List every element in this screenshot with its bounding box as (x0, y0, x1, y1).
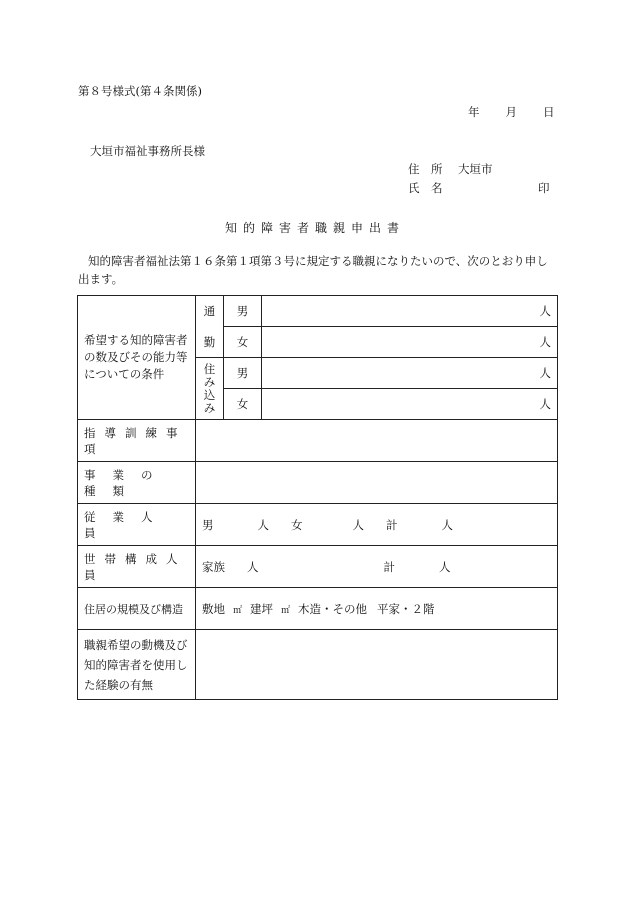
name-label: 氏 名 (408, 181, 443, 195)
household-family: 家族 (202, 559, 225, 574)
live-in-female-count[interactable]: 人 (262, 389, 558, 420)
date-line (468, 104, 555, 120)
employees-total: 計 (386, 517, 398, 532)
household-field[interactable] (196, 546, 558, 588)
employees-female: 女 (291, 517, 303, 532)
employees-male: 男 (202, 517, 214, 532)
employees-field[interactable] (196, 504, 558, 546)
live-in-male-count[interactable]: 人 (262, 358, 558, 389)
application-table (77, 295, 558, 700)
employees-total-unit: 人 (441, 517, 453, 532)
employees-male-unit: 人 (257, 517, 269, 532)
commute-label: 通 勤 (196, 296, 224, 358)
residence-label: 住居の規模及び構造 (78, 588, 196, 630)
residence-site: 敷地 (202, 601, 225, 616)
live-in-male-label: 男 (224, 358, 262, 389)
household-label: 世帯構成人員 (78, 546, 196, 588)
training-field[interactable] (196, 420, 558, 462)
residence-site-unit: ㎡ (233, 605, 243, 616)
commute-male-label: 男 (224, 296, 262, 327)
date-day: 日 (543, 105, 555, 119)
live-in-label: 住 み 込 み (196, 358, 224, 420)
residence-building: 建坪 (250, 601, 274, 616)
business-field[interactable] (196, 462, 558, 504)
household-total: 計 (383, 559, 395, 574)
address-label: 住 所 (408, 162, 443, 176)
residence-structure: 木造・その他 (298, 601, 368, 616)
addressee: 大垣市福祉事務所長様 (90, 144, 205, 158)
commute-female-count[interactable]: 人 (262, 327, 558, 358)
business-label: 事業の種類 (78, 462, 196, 504)
seal-mark: 印 (538, 181, 550, 195)
commute-female-label: 女 (224, 327, 262, 358)
employees-female-unit: 人 (352, 517, 364, 532)
live-in-female-label: 女 (224, 389, 262, 420)
residence-building-unit: ㎡ (281, 605, 291, 616)
date-month: 月 (505, 105, 517, 119)
conditions-label: 希望する知的障害者の数及びその能力等についての条件 (78, 296, 196, 420)
commute-male-count[interactable]: 人 (262, 296, 558, 327)
household-family-unit: 人 (247, 559, 259, 574)
residence-floors: 平家・２階 (377, 601, 435, 616)
intro-text: 知的障害者福祉法第１６条第１項第３号に規定する職親になりたいので、次のとおり申し出ます。 (78, 254, 548, 286)
household-total-unit: 人 (439, 559, 451, 574)
date-year: 年 (468, 105, 480, 119)
employees-label: 従業人員 (78, 504, 196, 546)
residence-field[interactable] (196, 588, 558, 630)
training-label: 指導訓練事項 (78, 420, 196, 462)
motive-label: 職親希望の動機及び知的障害者を使用した経験の有無 (78, 630, 196, 700)
motive-field[interactable] (196, 630, 558, 700)
address-value: 大垣市 (458, 162, 493, 176)
document-title: 知的障害者職親申出書 (224, 221, 405, 235)
form-number: 第８号様式(第４条関係) (78, 84, 202, 98)
